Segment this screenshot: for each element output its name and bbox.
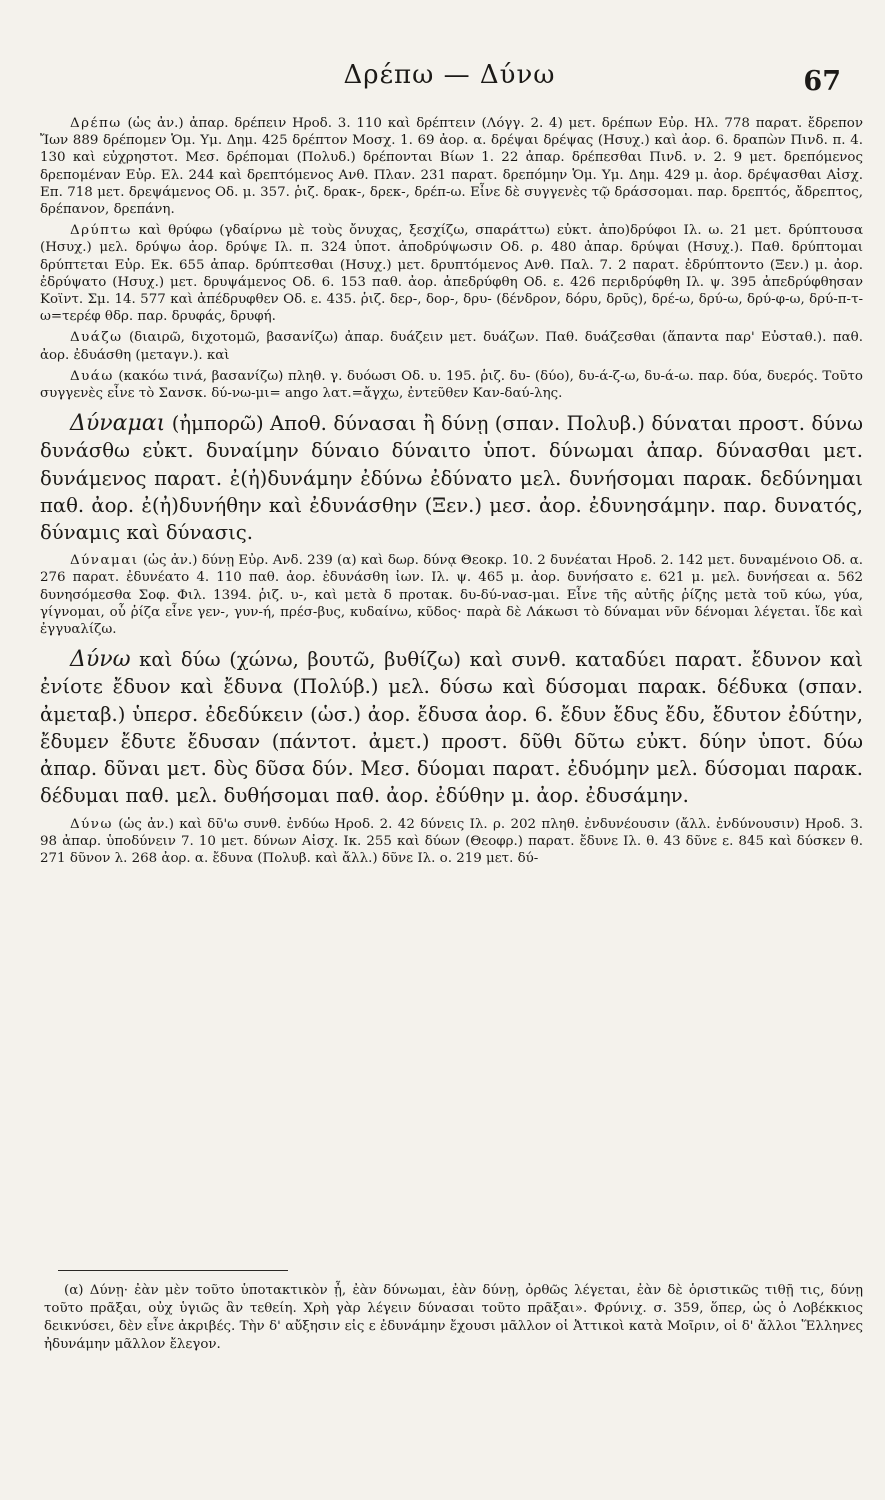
lemma-text: (ἠμπορῶ) Αποθ. δύνασαι ἢ δύνῃ (σπαν. Πολυβ.) δύναται προστ. δύνω δυνάσθω εὐκτ. δυναίμην δύναιο δύναιτο ὑποτ. δύνωμαι ἀπαρ. δύνασθαι μετ. δυνάμενος παρατ. ἐ(ἠ)δυνάμην ἐδύνω ἐδύνατο μελ. δυνήσομαι παρακ. δεδύνημαι παθ. ἀορ. ἐ(ἠ)δυνήθην καὶ ἐδυνάσθην (Ξεν.) μεσ. ἀορ. ἐδυνησάμην. παρ. δυνατός, δύναμις καὶ δύνασις. (40, 412, 863, 545)
lemma-dynamai-section (40, 410, 863, 546)
entry-dynamai (40, 552, 863, 638)
lemma-heading: Δύνω (70, 647, 131, 673)
entry-dyno (40, 816, 863, 868)
lemma-heading: Δύναμαι (70, 411, 166, 437)
entry-text: (ὡς ἀν.) ἀπαρ. δρέπειν Ηροδ. 3. 110 καὶ δρέπτειν (Λόγγ. 2. 4) μετ. δρέπων Εὐρ. Ηλ. 778 παρατ. ἔδρεπον Ἴων 889 δρέπομεν Ὁμ. Υμ. Δημ. 425 δρέπτον Μοσχ. 1. 69 ἀορ. α. δρέψαι δρέψας (Ησυχ.) καὶ ἀορ. 6. δραπὼν Πινδ. π. 4. 130 καὶ εὐχρηστοτ. Μεσ. δρέπομαι (Πολυδ.) δρέπονται Βίων 1. 22 ἀπαρ. δρέπεσθαι Πινδ. ν. 2. 9 μετ. δρεπόμενος δρεπομέναν Εὐρ. Ελ. 244 καὶ δρεπτόμενος Ανθ. Πλαν. 231 παρατ. δρεπόμην Ὁμ. Υμ. Δημ. 429 μ. ἀορ. δρέψασθαι Αἰσχ. Επ. 718 μετ. δρεψάμενος Οδ. μ. 357. ῥιζ. δρακ-, δρεκ-, δρέπ-ω. Εἶνε δὲ συγγενὲς τῷ δράσσομαι. παρ. δρεπτός, ἄδρεπτος, δρέπανον, δρεπάνη. (40, 116, 863, 218)
entry-dyao (40, 368, 863, 402)
entry-headword: Δύναμαι (70, 553, 139, 569)
page-body (40, 115, 863, 867)
entry-drypto (40, 222, 863, 325)
footnote-mark: (α) (64, 1283, 84, 1298)
entry-headword: Δύνω (70, 816, 113, 832)
entry-headword: Δυάω (70, 368, 114, 384)
page-number: 67 (803, 66, 841, 97)
entry-text: (ὡς ἀν.) καὶ δῦ'ω συνθ. ἐνδύω Ηροδ. 2. 42 δύνεις Ιλ. ρ. 202 πληθ. ἐνδυνέουσιν (ἄλλ. ἐνδύνουσιν) Ηροδ. 3. 98 ἀπαρ. ὑποδύνειν 7. 10 μετ. δύνων Αἰσχ. Ικ. 255 καὶ δύων (Θεοφρ.) παρατ. ἔδυνε Ιλ. θ. 43 δῦνε ε. 845 καὶ δύσκεν θ. 271 δῦνον λ. 268 ἀορ. α. ἔδυνα (Πολυβ. καὶ ἄλλ.) δῦνε Ιλ. ο. 219 μετ. δύ- (40, 816, 863, 866)
lemma-dyno-section (40, 646, 863, 809)
entry-text: (ὡς ἀν.) δύνῃ Εὐρ. Ανδ. 239 (α) καὶ δωρ. δύνᾳ Θεοκρ. 10. 2 δυνέαται Ηροδ. 2. 142 μετ. δυναμένοιο Οδ. α. 276 παρατ. ἐδυνέατο 4. 110 παθ. ἀορ. ἐδυνάσθη ἰων. Ιλ. ψ. 465 μ. ἀορ. δυνήσατο ε. 621 μ. μελ. δυνήσεαι α. 562 δυνησόμεσθα Σοφ. Φιλ. 1394. ῥιζ. υ-, καὶ μετὰ δ προτακ. δυ-δύ-νασ-μαι. Εἶνε τῆς αὐτῆς ῥίζης μετὰ τοῦ κύω, γύα, γίγνομαι, οὗ ῥίζα εἶνε γεν-, γυν-ή, πρέσ-βυς, κυδαίνω, κῦδος· παρὰ δὲ Λάκωσι τὸ δύναμαι νῦν δένομαι λέγεται. ἴδε καὶ ἐγγυαλίζω. (40, 553, 863, 638)
entry-headword: Δρύπτω (70, 223, 132, 239)
entry-headword: Δυάζω (70, 330, 123, 346)
footnote-divider (58, 1270, 288, 1271)
entry-drepo (40, 115, 863, 218)
entry-text: (διαιρῶ, διχοτομῶ, βασανίζω) ἀπαρ. δυάζειν μετ. δυάζων. Παθ. δυάζεσθαι (ἅπαντα παρ' Εὐσταθ.). παθ. ἀορ. ἐδυάσθη (μεταγν.). καὶ (40, 330, 863, 363)
running-title: Δρέπω — Δύνω (343, 60, 556, 90)
entry-text: (κακόω τινά, βασανίζω) πληθ. γ. δυόωσι Οδ. υ. 195. ῥιζ. δυ- (δύο), δυ-ά-ζ-ω, δυ-ά-ω. παρ. δύα, δυερός. Τοῦτο συγγενὲς εἶνε τὸ Σανσκ. δύ-νω-μι= ango λατ.=ἄγχω, ἐντεῦθεν Καν-δαύ-λης. (40, 368, 863, 402)
lemma-text: καὶ δύω (χώνω, βουτῶ, βυθίζω) καὶ συνθ. καταδύει παρατ. ἔδυνον καὶ ἐνίοτε ἔδυον καὶ ἔδυνα (Πολύβ.) μελ. δύσω καὶ δύσομαι παρακ. δέδυκα (σπαν. ἀμεταβ.) ὑπερσ. ἐδεδύκειν (ὡσ.) ἀορ. ἔδυσα ἀορ. 6. ἔδυν ἔδυς ἔδυ, ἔδυτον ἐδύτην, ἔδυμεν ἔδυτε ἔδυσαν (πάντοτ. ἀμετ.) προστ. δῦθι δῦτω εὐκτ. δύην ὑποτ. δύω ἀπαρ. δῦναι μετ. δὺς δῦσα δύν. Μεσ. δύομαι παρατ. ἐδυόμην μελ. δύσομαι παρακ. δέδυμαι παθ. μελ. δυθήσομαι παθ. ἀορ. ἐδύθην μ. ἀορ. ἐδυσάμην. (40, 648, 863, 808)
footnote-text: Δύνῃ· ἐὰν μὲν τοῦτο ὑποτακτικὸν ᾖ, ἐὰν δύνωμαι, ἐὰν δύνῃ, ὀρθῶς λέγεται, ἐὰν δὲ ὁριστικῶς τιθῇ τις, δύνῃ τοῦτο πρᾶξαι, οὐχ ὑγιῶς ἂν τεθείη. Χρὴ γὰρ λέγειν δύνασαι τοῦτο πρᾶξαι». Φρύνιχ. σ. 359, ὅπερ, ὡς ὁ Λοβέκκιος δεικνύσει, δὲν εἶνε ἀκριβές. Τὴν δ' αὔξησιν εἰς ε ἐδυνάμην ἔχουσι μᾶλλον οἱ Ἀττικοὶ κατὰ Μοῖριν, οἱ δ' ἄλλοι Ἕλληνες ἠδυνάμην μᾶλλον ἔλεγον. (44, 1283, 863, 1352)
entry-text: καὶ θρύφω (γδαίρνω μὲ τοὺς ὄνυχας, ξεσχίζω, σπαράττω) εὐκτ. ἀπο)δρύφοι Ιλ. ω. 21 μετ. δρύπτουσα (Ησυχ.) μελ. δρύψω ἀορ. δρύψε Ιλ. π. 324 ὑποτ. ἀποδρύψωσιν Οδ. ρ. 480 ἀπαρ. δρύψαι (Ησυχ.). Παθ. δρύπτομαι δρύπτεται Εὐρ. Εκ. 655 ἀπαρ. δρύπτεσθαι (Ησυχ.) μετ. δρυπτόμενος Ανθ. Παλ. 7. 2 παρατ. ἐδρύπτοντο (Ξεν.) μ. ἀορ. ἐδρύψατο (Ησυχ.) μετ. δρυψάμενος Οδ. 6. 153 παθ. ἀορ. ἀπεδρύφθη Οδ. ε. 426 περιδρύφθη Ιλ. ψ. 395 ἀπεδρύφθησαν Κοϊντ. Σμ. 14. 577 καὶ ἀπέδρυφθεν Οδ. ε. 435. ῥιζ. δερ-, δορ-, δρυ- (δένδρον, δόρυ, δρῦς), δρέ-ω, δρύ-ω, δρύ-φ-ω, δρύ-π-τ-ω=τερέφ θδρ. παρ. δρυφάς, δρυφή. (40, 223, 863, 325)
entry-headword: Δρέπω (70, 116, 122, 131)
footnote (44, 1282, 863, 1354)
page-header (58, 60, 841, 100)
entry-dyazo (40, 329, 863, 363)
